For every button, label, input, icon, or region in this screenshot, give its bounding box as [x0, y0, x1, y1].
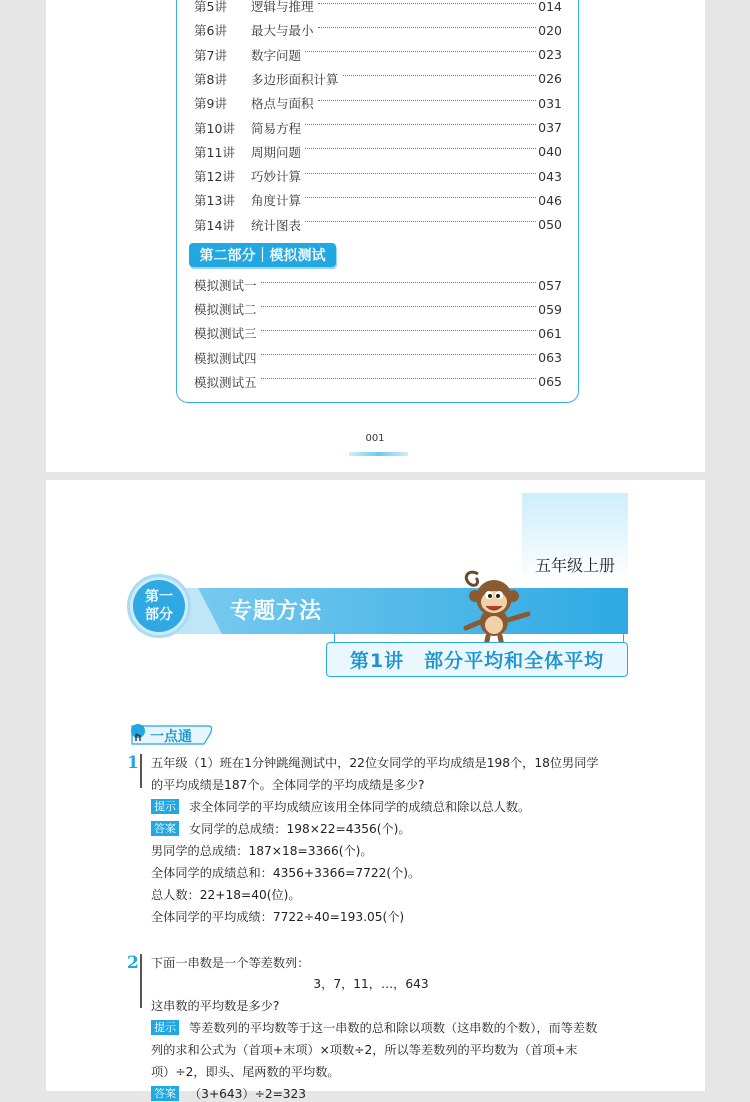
leader-dots: [318, 100, 536, 101]
toc-lesson-row[interactable]: [194, 93, 562, 113]
toc-lesson-title: 角度计算: [251, 193, 302, 209]
toc-lesson-number: 第7讲: [194, 47, 227, 63]
toc-lesson-page: 043: [538, 168, 562, 184]
toc-lesson-number: 第14讲: [194, 217, 235, 233]
problem-2-answer: [151, 1085, 631, 1102]
problem-1-answer-text: 女同学的总成绩：198×22=4356(个)。: [189, 822, 411, 836]
toc-test-row[interactable]: [194, 348, 562, 368]
toc-lesson-row[interactable]: [194, 20, 562, 40]
toc-lesson-title: 数字问题: [251, 47, 302, 63]
toc-lesson-page: 026: [538, 71, 562, 87]
leader-dots: [305, 148, 536, 149]
problem-1-answer-line-3: 全体同学的成绩总和：4356+3366=7722(个)。: [151, 866, 421, 880]
toc-lesson-number: 第10讲: [194, 120, 235, 136]
toc-lesson-number: 第8讲: [194, 71, 227, 87]
toc-lesson-number: 第5讲: [194, 0, 227, 14]
toc-test-row[interactable]: [194, 323, 562, 343]
problem-2-line-3: 这串数的平均数是多少?: [151, 999, 280, 1013]
toc-lesson-page: 014: [538, 0, 562, 14]
toc-lesson-page: 020: [538, 22, 562, 38]
problem-1-hint: [151, 798, 631, 815]
part-badge-line2: 部分: [145, 607, 173, 623]
toc-lesson-row[interactable]: [194, 215, 562, 235]
toc-lesson-row[interactable]: [194, 118, 562, 138]
leader-dots: [305, 124, 536, 125]
toc-lesson-number: 第9讲: [194, 96, 227, 112]
problem-2-line-1: 下面一串数是一个等差数列：: [151, 956, 310, 970]
toc-test-page: 065: [538, 374, 562, 390]
leader-dots: [343, 75, 536, 76]
leader-dots: [305, 221, 536, 222]
leader-dots: [305, 197, 536, 198]
toc-test-row[interactable]: [194, 372, 562, 392]
toc-lesson-title: 最大与最小: [251, 23, 314, 39]
problem-1-line-1: 五年级（1）班在1分钟跳绳测试中，22位女同学的平均成绩是198个，18位男同学: [151, 756, 599, 770]
lesson-connector: [334, 632, 624, 642]
grade-label: 五年级上册: [534, 556, 615, 575]
toc-lesson-number: 第12讲: [194, 169, 235, 185]
toc-lesson-page: 046: [538, 192, 562, 208]
problem-1-answer-line-5: 全体同学的平均成绩：7722÷40=193.05(个): [151, 910, 405, 924]
toc-test-title: 模拟测试三: [194, 326, 257, 342]
toc-lesson-title: 统计图表: [251, 217, 302, 233]
toc-lesson-row[interactable]: [194, 142, 562, 162]
leader-dots: [261, 306, 536, 307]
hint-label: 提示: [151, 1020, 179, 1035]
leader-dots: [261, 378, 536, 379]
toc-lesson-title: 逻辑与推理: [251, 0, 314, 14]
toc-test-title: 模拟测试五: [194, 374, 257, 390]
toc-lesson-row[interactable]: [194, 166, 562, 186]
toc-test-page: 057: [538, 277, 562, 293]
leader-dots: [318, 27, 536, 28]
part-badge: [133, 580, 185, 632]
toc-lesson-row[interactable]: [194, 45, 562, 65]
leader-dots: [305, 51, 536, 52]
toc-lesson-page: 023: [538, 47, 562, 63]
leader-dots: [305, 173, 536, 174]
toc-lesson-number: 第11讲: [194, 144, 235, 160]
toc-lesson-number: 第6讲: [194, 23, 227, 39]
toc-lesson-row[interactable]: [194, 190, 562, 210]
toc-lesson-title: 周期问题: [251, 144, 302, 160]
toc-lesson-page: 031: [538, 95, 562, 111]
problem-2-bar: [140, 954, 142, 1008]
leader-dots: [261, 330, 536, 331]
problem-2-hint-text: 等差数列的平均数等于这一串数的总和除以项数（这串数的个数），而等差数: [189, 1021, 598, 1035]
lesson-title: 第1讲 部分平均和全体平均: [326, 642, 628, 677]
toc-lesson-title: 简易方程: [251, 120, 302, 136]
leader-dots: [261, 354, 536, 355]
part-title: 专题方法: [230, 599, 323, 624]
problem-1-hint-text: 求全体同学的平均成绩应该用全体同学的成绩总和除以总人数。: [189, 800, 531, 814]
toc-lesson-title: 巧妙计算: [251, 169, 302, 185]
problem-2-hint: [151, 1019, 631, 1036]
answer-label: 答案: [151, 821, 179, 836]
problem-2-number: 2: [127, 953, 139, 973]
problem-2-hint-line-3: 项）÷2，即头、尾两数的平均数。: [151, 1065, 340, 1079]
problem-1-number: 1: [127, 753, 139, 773]
toc-test-page: 061: [538, 325, 562, 341]
section-tag-label: 一点通: [150, 729, 192, 745]
problem-1-bar: [140, 754, 142, 788]
problem-2-sequence: 3，7，11，…，643: [313, 977, 429, 991]
toc-lesson-row[interactable]: [194, 69, 562, 89]
problem-1-line-2: 的平均成绩是187个。全体同学的平均成绩是多少?: [151, 778, 425, 792]
answer-label: 答案: [151, 1086, 179, 1101]
part-badge-line1: 第一: [145, 589, 173, 605]
leader-dots: [318, 3, 536, 4]
toc-test-title: 模拟测试二: [194, 302, 257, 318]
section-banner: 第二部分｜模拟测试: [189, 243, 336, 267]
toc-lesson-page: 037: [538, 120, 562, 135]
problem-1-answer-line-2: 男同学的总成绩：187×18=3366(个)。: [151, 844, 373, 858]
page-number: 001: [365, 433, 385, 444]
toc-test-row[interactable]: [194, 299, 562, 319]
toc-test-title: 模拟测试四: [194, 350, 257, 366]
toc-test-row[interactable]: [194, 275, 562, 295]
toc-lesson-page: 050: [538, 217, 562, 233]
problem-2-answer-text: （3+643）÷2=323: [189, 1087, 307, 1101]
hint-label: 提示: [151, 799, 179, 814]
toc-lesson-title: 多边形面积计算: [251, 71, 339, 87]
problem-1-answer: [151, 820, 631, 837]
toc-test-title: 模拟测试一: [194, 278, 257, 293]
toc-lesson-page: 040: [538, 144, 562, 160]
toc-test-page: 059: [538, 301, 562, 317]
toc-lesson-title: 格点与面积: [251, 96, 314, 112]
toc-test-page: 063: [538, 350, 562, 366]
toc-lesson-number: 第13讲: [194, 193, 235, 209]
page-number-bar: [349, 452, 408, 456]
problem-1-answer-line-4: 总人数：22+18=40(位)。: [151, 888, 301, 902]
problem-2-hint-line-2: 列的求和公式为（首项+末项）×项数÷2，所以等差数列的平均数为（首项+末: [151, 1043, 578, 1057]
toc-lesson-row[interactable]: [194, 0, 562, 16]
leader-dots: [261, 282, 536, 283]
